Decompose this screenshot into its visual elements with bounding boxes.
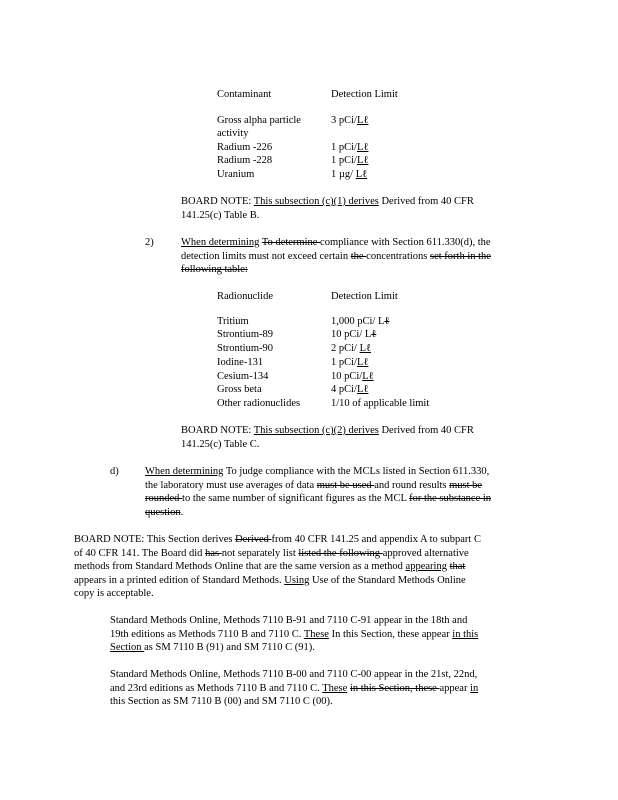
item-2-number: 2) xyxy=(145,237,154,248)
table-c-header-radionuclide: Radionuclide xyxy=(217,291,273,302)
table-b-row-limit: 1 µg/ Lℓ xyxy=(331,169,368,180)
item-d-text: When determining To judge compliance with the MCLs listed in Section 611.330, the laboratory must use averages of data must be used and round results must be rounded to the same number of significant figures as the MCL for the substance in question. xyxy=(145,466,492,518)
table-b-row-name: Radium -226 xyxy=(217,142,273,153)
table-c-row-name: Cesium-134 xyxy=(217,371,269,382)
table-c-row-name: Other radionuclides xyxy=(217,398,301,409)
table-c-row-limit: 10 pCi/Lℓ xyxy=(331,371,374,382)
table-b-row-name: Radium -228 xyxy=(217,155,273,166)
table-c-row-limit: 1,000 pCi/ Lℓ xyxy=(331,316,390,327)
standard-methods-00-paragraph: Standard Methods Online, Methods 7110 B-00 and 7110 C-00 appear in the 21st, 22nd, and 23rd editions as Methods 7110 B and 7110 C. These in this Section, these appear in this Section as SM 7110 B (00) and SM 7110 C (00). xyxy=(110,669,479,707)
table-b-row-name: activity xyxy=(217,128,249,139)
board-note-section: BOARD NOTE: This Section derives Derived from 40 CFR 141.25 and appendix A to subpart C of 40 CFR 141. The Board did has not separately list listed the following approved alternative methods from Standard Methods Online that are the same version as a method appearing that appears in a printed edition of Standard Methods. Using Use of the Standard Methods Online copy is acceptable. xyxy=(74,534,481,599)
standard-methods-91-paragraph: Standard Methods Online, Methods 7110 B-91 and 7110 C-91 appear in the 18th and 19th editions as Methods 7110 B and 7110 C. These In this Section, these appear in this Section as SM 7110 B (91) and SM 7110 C (91). xyxy=(110,615,479,653)
table-b-row-name: Gross alpha particle xyxy=(217,115,301,126)
table-b-header-detection-limit: Detection Limit xyxy=(331,89,398,100)
table-c-row-name: Strontium-90 xyxy=(217,343,274,354)
item-d-number: d) xyxy=(110,466,119,477)
table-b-row-limit: 3 pCi/Lℓ xyxy=(331,115,369,126)
item-2-text: When determining To determine compliance with Section 611.330(d), the detection limits must not exceed certain the concentrations set forth in the following table: xyxy=(181,237,491,275)
table-c-row-limit: 1 pCi/Lℓ xyxy=(331,357,369,368)
table-c-header-detection-limit: Detection Limit xyxy=(331,291,398,302)
table-b-row-name: Uranium xyxy=(217,169,255,180)
table-b-row-limit: 1 pCi/Lℓ xyxy=(331,142,369,153)
table-c-row-limit: 10 pCi/ Lℓ xyxy=(331,329,377,340)
table-b-row-limit: 1 pCi/Lℓ xyxy=(331,155,369,166)
table-c-row-limit: 1/10 of applicable limit xyxy=(331,398,430,409)
table-c-row-name: Iodine-131 xyxy=(217,357,264,368)
table-c-row-name: Gross beta xyxy=(217,384,262,395)
table-c-row-name: Strontium-89 xyxy=(217,329,274,340)
board-note-table-c: BOARD NOTE: This subsection (c)(2) derives Derived from 40 CFR 141.25(c) Table C. xyxy=(181,425,474,450)
table-c-row-limit: 2 pCi/ Lℓ xyxy=(331,343,372,354)
table-b-header-contaminant: Contaminant xyxy=(217,89,272,100)
table-c-row-limit: 4 pCi/Lℓ xyxy=(331,384,369,395)
board-note-table-b: BOARD NOTE: This subsection (c)(1) derives Derived from 40 CFR 141.25(c) Table B. xyxy=(181,196,474,221)
table-c-row-name: Tritium xyxy=(217,316,249,327)
